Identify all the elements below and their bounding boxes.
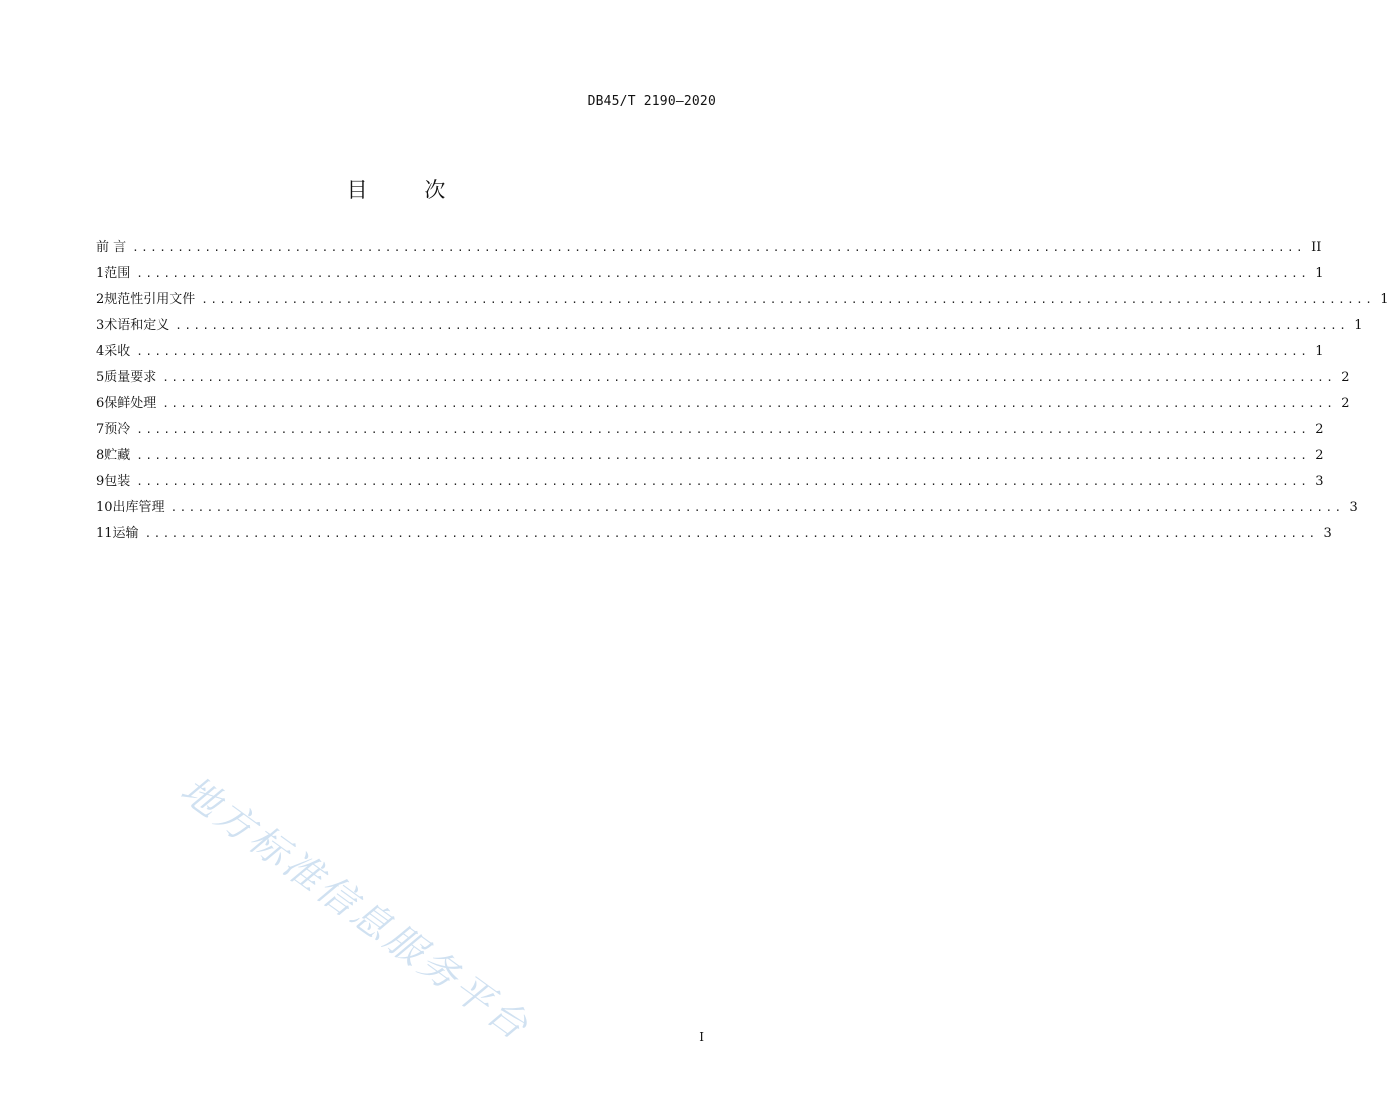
toc-entry-number: 4 [96,344,105,359]
toc-title [0,174,792,204]
toc-leader-dots: .................................................................................................................................. [136,449,1310,462]
document-code: DB45/T 2190—2020 [587,94,716,109]
toc-entry-page: 3 [1323,526,1332,541]
toc-entry-7[interactable] [96,418,1324,444]
toc-leader-dots: .................................................................................................................................. [136,475,1310,488]
toc-leader-dots: .................................................................................................................................. [136,423,1310,436]
toc-title-char-2: 次 [424,178,446,202]
toc-leader-dots: .................................................................................................................................. [175,319,1349,332]
toc-entry-label: 贮藏 [104,448,131,463]
toc-entry-page: 1 [1315,266,1324,281]
toc-leader-dots: .................................................................................................................................. [201,293,1375,306]
toc-entry-number: 1 [96,266,105,281]
toc-entry-label: 出库管理 [112,500,165,515]
toc-entry-label: 范围 [104,266,131,281]
toc-entry-number: 7 [96,422,105,437]
toc-entry-number: 11 [96,526,113,541]
toc-leader-dots: .................................................................................................................................. [136,267,1310,280]
toc-entry-label: 包装 [104,474,131,489]
page-number: I [699,1030,704,1044]
toc-entry-label: 保鲜处理 [104,396,157,411]
toc-leader-dots: .................................................................................................................................. [136,345,1310,358]
toc-entry-page: 2 [1341,396,1350,411]
toc-entry-10[interactable] [96,496,1358,522]
toc-leader-dots: .................................................................................................................................. [132,241,1306,254]
toc-entry-number: 8 [96,448,105,463]
toc-entry-foreword[interactable] [96,236,1322,262]
toc-entry-number: 6 [96,396,105,411]
toc-entry-label: 质量要求 [104,370,157,385]
toc-entry-2[interactable] [96,288,1389,314]
toc-entry-page: 3 [1315,474,1324,489]
toc-entry-label: 术语和定义 [104,318,170,333]
toc-entry-page: 2 [1315,448,1324,463]
toc-entry-9[interactable] [96,470,1324,496]
toc-leader-dots: .................................................................................................................................. [144,527,1318,540]
toc-entry-number: 5 [96,370,105,385]
toc-entry-1[interactable] [96,262,1324,288]
toc-entry-4[interactable] [96,340,1324,366]
toc-entry-page: 1 [1354,318,1363,333]
toc-leader-dots: .................................................................................................................................. [162,371,1336,384]
toc-entry-number: 3 [96,318,105,333]
watermark: 地方标准信息服务平台 [172,767,539,1050]
toc-entry-6[interactable] [96,392,1350,418]
toc-entry-11[interactable] [96,522,1332,548]
table-of-contents [96,236,1389,548]
toc-entry-5[interactable] [96,366,1350,392]
toc-leader-dots: .................................................................................................................................. [162,397,1336,410]
toc-entry-page: 2 [1315,422,1324,437]
toc-entry-label: 前 言 [96,240,127,255]
toc-entry-label: 运输 [112,526,139,541]
toc-entry-label: 预冷 [104,422,131,437]
toc-entry-8[interactable] [96,444,1324,470]
toc-entry-number: 9 [96,474,105,489]
toc-entry-label: 规范性引用文件 [104,292,196,307]
toc-title-char-1: 目 [346,178,368,202]
toc-entry-page: 3 [1349,500,1358,515]
toc-entry-3[interactable] [96,314,1363,340]
toc-entry-page: II [1311,240,1322,255]
toc-entry-label: 采收 [104,344,131,359]
toc-entry-page: 1 [1380,292,1389,307]
toc-entry-page: 1 [1315,344,1324,359]
toc-leader-dots: .................................................................................................................................. [170,501,1344,514]
toc-entry-number: 10 [96,500,113,515]
toc-entry-page: 2 [1341,370,1350,385]
toc-entry-number: 2 [96,292,105,307]
